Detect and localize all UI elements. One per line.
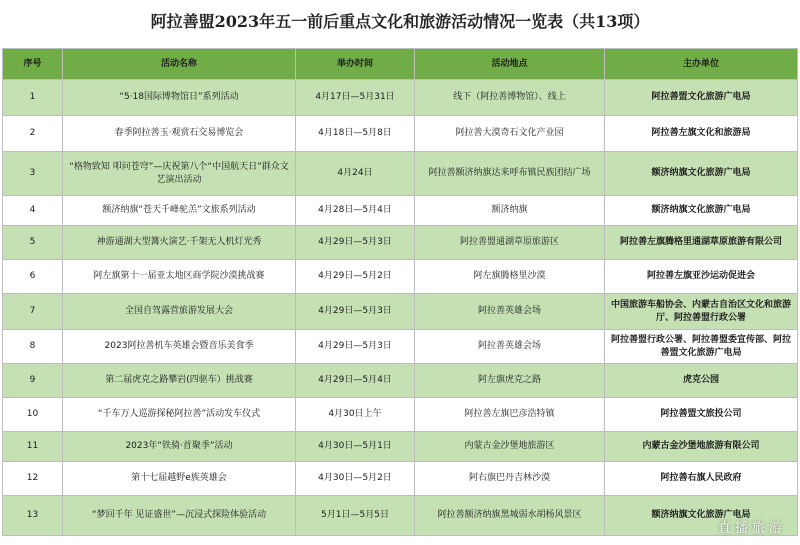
row-index: 8 <box>3 330 63 364</box>
activity-location: 内蒙古金沙堡地旅游区 <box>415 432 605 462</box>
header-index: 序号 <box>3 49 63 80</box>
activity-name: 春季阿拉善玉·观赏石交易博览会 <box>63 116 296 152</box>
activity-time: 4月29日—5月3日 <box>296 226 415 260</box>
activity-location: 阿拉善额济纳旗达来呼布镇民族团结广场 <box>415 152 605 196</box>
activity-time: 4月29日—5月3日 <box>296 294 415 330</box>
activity-location: 阿拉善英雄会场 <box>415 294 605 330</box>
row-index: 2 <box>3 116 63 152</box>
activity-organizer: 阿拉善左旗亚沙运动促进会 <box>605 260 798 294</box>
activity-organizer: 阿拉善盟文化旅游广电局 <box>605 80 798 116</box>
activity-location: 阿拉善额济纳旗黑城弱水胡杨风景区 <box>415 496 605 536</box>
activity-time: 4月29日—5月3日 <box>296 330 415 364</box>
table-row <box>3 152 798 196</box>
activity-time: 4月30日上午 <box>296 398 415 432</box>
activity-name: “格物致知 叩问苍穹”—庆祝第八个“中国航天日”群众文艺演出活动 <box>63 152 296 196</box>
activity-time: 4月29日—5月2日 <box>296 260 415 294</box>
activity-time: 4月18日—5月8日 <box>296 116 415 152</box>
row-index: 6 <box>3 260 63 294</box>
activity-organizer: 额济纳旗文化旅游广电局 <box>605 152 798 196</box>
activity-organizer: 阿拉善盟文旅投公司 <box>605 398 798 432</box>
table-row <box>3 260 798 294</box>
watermark-text: 直播旅游 <box>717 521 786 536</box>
row-index: 7 <box>3 294 63 330</box>
activity-time: 4月30日—5月1日 <box>296 432 415 462</box>
header-organizer: 主办单位 <box>605 49 798 80</box>
header-time: 举办时间 <box>296 49 415 80</box>
activity-name: 阿左旗第十一届亚太地区商学院沙漠挑战赛 <box>63 260 296 294</box>
row-index: 13 <box>3 496 63 536</box>
activity-organizer: 阿拉善左旗文化和旅游局 <box>605 116 798 152</box>
activity-name: 额济纳旗“苍天千峰驼羔”文旅系列活动 <box>63 196 296 226</box>
activity-organizer: 虎克公园 <box>605 364 798 398</box>
activity-name: 2023阿拉善机车英雄会暨音乐美食季 <box>63 330 296 364</box>
activity-location: 线下（阿拉善博物馆）、线上 <box>415 80 605 116</box>
table-row <box>3 432 798 462</box>
activity-name: 2023年“铁骑·首聚季”活动 <box>63 432 296 462</box>
table-row <box>3 196 798 226</box>
activity-name: “千车万人巡游探秘阿拉善”活动发车仪式 <box>63 398 296 432</box>
row-index: 3 <box>3 152 63 196</box>
activity-name: “梦回千年 见证盛世”—沉浸式探险体验活动 <box>63 496 296 536</box>
table-row <box>3 116 798 152</box>
activity-time: 4月17日—5月31日 <box>296 80 415 116</box>
activity-organizer: 额济纳旗文化旅游广电局 <box>605 496 798 536</box>
header-location: 活动地点 <box>415 49 605 80</box>
row-index: 9 <box>3 364 63 398</box>
activity-time: 4月30日—5月2日 <box>296 462 415 496</box>
activity-organizer: 内蒙古金沙堡地旅游有限公司 <box>605 432 798 462</box>
activity-name: 第二届虎克之路攀岩(四驱车）挑战赛 <box>63 364 296 398</box>
row-index: 11 <box>3 432 63 462</box>
activity-name: 神游通湖大型篝火演艺·千架无人机灯光秀 <box>63 226 296 260</box>
table-row <box>3 364 798 398</box>
activity-organizer: 阿拉善左旗腾格里通湖草原旅游有限公司 <box>605 226 798 260</box>
activity-name: 第十七届越野e族英雄会 <box>63 462 296 496</box>
table-row <box>3 496 798 536</box>
header-activity-name: 活动名称 <box>63 49 296 80</box>
page-title: 阿拉善盟2023年五一前后重点文化和旅游活动情况一览表（共13项） <box>150 12 650 31</box>
activity-location: 阿左旗虎克之路 <box>415 364 605 398</box>
activity-location: 阿拉善英雄会场 <box>415 330 605 364</box>
activity-time: 5月1日—5月5日 <box>296 496 415 536</box>
activity-time: 4月28日—5月4日 <box>296 196 415 226</box>
activity-location: 额济纳旗 <box>415 196 605 226</box>
activity-name: 全国自驾露营旅游发展大会 <box>63 294 296 330</box>
activity-location: 阿拉善左旗巴彦浩特镇 <box>415 398 605 432</box>
activity-organizer: 中国旅游车船协会、内蒙古自治区文化和旅游厅、阿拉善盟行政公署 <box>605 294 798 330</box>
table-header-row <box>3 49 798 80</box>
activity-organizer: 额济纳旗文化旅游广电局 <box>605 196 798 226</box>
table-row <box>3 80 798 116</box>
table-row <box>3 226 798 260</box>
row-index: 1 <box>3 80 63 116</box>
activity-location: 阿拉善盟通湖草原旅游区 <box>415 226 605 260</box>
table-row <box>3 330 798 364</box>
activity-time: 4月29日—5月4日 <box>296 364 415 398</box>
activity-organizer: 阿拉善盟行政公署、阿拉善盟委宣传部、阿拉善盟文化旅游广电局 <box>605 330 798 364</box>
activity-name: “5·18国际博物馆日”系列活动 <box>63 80 296 116</box>
row-index: 4 <box>3 196 63 226</box>
activity-location: 阿左旗腾格里沙漠 <box>415 260 605 294</box>
activity-location: 阿右旗巴丹吉林沙漠 <box>415 462 605 496</box>
row-index: 5 <box>3 226 63 260</box>
activity-organizer: 阿拉善右旗人民政府 <box>605 462 798 496</box>
table-row <box>3 294 798 330</box>
activities-table <box>2 48 798 536</box>
table-row <box>3 462 798 496</box>
activity-time: 4月24日 <box>296 152 415 196</box>
table-row <box>3 398 798 432</box>
activity-location: 阿拉善大漠奇石文化产业园 <box>415 116 605 152</box>
row-index: 10 <box>3 398 63 432</box>
row-index: 12 <box>3 462 63 496</box>
